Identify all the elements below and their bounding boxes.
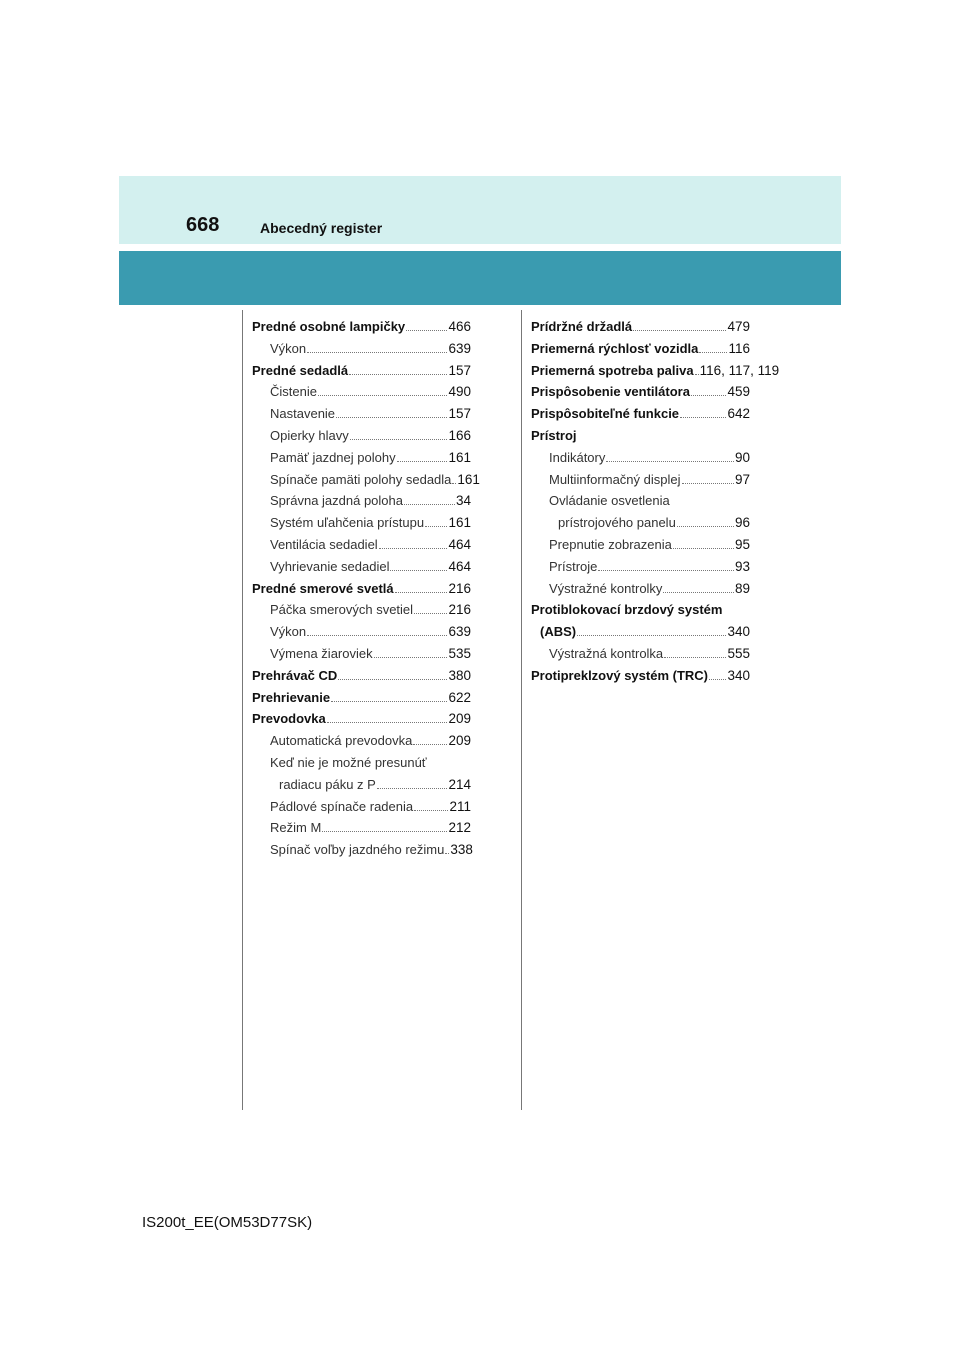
index-entry-page: 380 <box>448 667 471 683</box>
index-entry-page: 90 <box>734 449 750 465</box>
index-entry-page: 464 <box>448 536 471 552</box>
leader-dots <box>663 592 734 593</box>
index-entry-page: 166 <box>448 427 471 443</box>
index-entry <box>252 752 471 774</box>
column-rule-right <box>521 310 522 1110</box>
index-entry-label: Indikátory <box>549 449 606 465</box>
index-entry-page: 622 <box>448 689 471 705</box>
index-entry-label: Vyhrievanie sedadiel <box>270 558 390 574</box>
index-entry <box>531 556 750 578</box>
index-entry <box>531 447 750 469</box>
index-entry-page: 161 <box>448 449 471 465</box>
index-entry-label: Pamäť jazdnej polohy <box>270 449 396 465</box>
document-code: IS200t_EE(OM53D77SK) <box>142 1214 313 1231</box>
header-band <box>119 176 841 244</box>
index-entry-label: Prispôsobiteľné funkcie <box>531 406 680 422</box>
index-entry-page: 642 <box>727 406 750 422</box>
index-entry-page: 459 <box>727 384 750 400</box>
leader-dots <box>397 461 448 462</box>
index-entry-page: 161 <box>457 471 480 487</box>
index-entry-page: 479 <box>727 319 750 334</box>
leader-dots <box>350 439 448 440</box>
index-entry <box>531 469 750 491</box>
index-entry-label: Prístroj <box>531 427 577 443</box>
index-entry-label: Prispôsobenie ventilátora <box>531 384 690 400</box>
index-entry-label: Prístroje <box>549 558 598 574</box>
index-entry-page: 209 <box>448 733 471 749</box>
index-entry-label: Výmena žiaroviek <box>270 645 373 661</box>
index-entry-page: 93 <box>734 558 750 574</box>
index-entry-page: 157 <box>448 362 471 378</box>
index-entry-label: radiacu páku z P <box>279 776 376 792</box>
index-entry <box>252 534 471 556</box>
page-number: 668 <box>186 214 220 236</box>
index-entry-label: Páčka smerových svetiel <box>270 602 414 618</box>
index-entry <box>531 360 780 382</box>
index-entry-page: 116 <box>728 340 750 356</box>
index-entry-label: Multiinformačný displej <box>549 471 681 487</box>
index-entry <box>531 381 750 403</box>
index-entry-label: Opierky hlavy <box>270 427 349 443</box>
index-entry <box>252 447 471 469</box>
leader-dots <box>336 417 447 418</box>
leader-dots <box>445 853 449 854</box>
leader-dots <box>404 504 455 505</box>
index-column-right <box>531 316 780 687</box>
index-entry-page: 535 <box>448 645 471 661</box>
index-entry <box>531 534 750 556</box>
index-entry <box>252 338 471 360</box>
index-entry <box>252 578 471 600</box>
leader-dots <box>633 330 726 331</box>
index-entry-page: 216 <box>448 602 471 618</box>
index-entry <box>252 665 471 687</box>
index-entry-label: Automatická prevodovka <box>270 733 413 749</box>
leader-dots <box>680 417 726 418</box>
index-entry <box>252 360 471 382</box>
index-entry-page: 340 <box>727 624 750 640</box>
index-entry <box>531 316 750 338</box>
index-entry-page: 161 <box>448 515 471 531</box>
leader-dots <box>338 679 447 680</box>
index-entry-page: 97 <box>734 471 750 487</box>
index-entry-label: Výkon <box>270 624 307 640</box>
index-entry-page: 216 <box>448 580 471 596</box>
index-entry-page: 95 <box>734 536 750 552</box>
index-entry <box>252 708 471 730</box>
index-entry-label: Prehrievanie <box>252 689 331 705</box>
index-entry <box>531 512 750 534</box>
index-entry <box>252 316 471 338</box>
index-entry-label: Spínače pamäti polohy sedadla <box>270 471 452 487</box>
leader-dots <box>677 526 734 527</box>
index-entry-page: 466 <box>448 319 471 334</box>
leader-dots <box>691 395 727 396</box>
index-entry-label: Spínač voľby jazdného režimu <box>270 842 445 858</box>
index-entry <box>531 338 750 360</box>
index-entry-page: 209 <box>448 711 471 727</box>
leader-dots <box>379 548 448 549</box>
index-entry-page: 340 <box>727 667 750 683</box>
index-entry <box>531 621 750 643</box>
leader-dots <box>322 831 447 832</box>
leader-dots <box>413 744 447 745</box>
leader-dots <box>682 483 734 484</box>
index-entry-label: Priemerná rýchlosť vozidla <box>531 340 699 356</box>
index-entry <box>252 403 471 425</box>
leader-dots <box>598 570 734 571</box>
index-entry-page: 338 <box>450 842 473 858</box>
leader-dots <box>318 395 448 396</box>
leader-dots <box>699 352 727 353</box>
index-entry-label: Výstražná kontrolka <box>549 645 664 661</box>
index-entry-label: Režim M <box>270 820 322 836</box>
index-entry-label: Správna jazdná poloha <box>270 493 403 509</box>
index-entry-label: prístrojového panelu <box>558 515 676 531</box>
index-entry-page: 639 <box>448 340 471 356</box>
leader-dots <box>390 570 447 571</box>
leader-dots <box>331 701 447 702</box>
index-entry <box>252 512 471 534</box>
index-entry <box>252 556 471 578</box>
index-entry-page: 555 <box>727 645 750 661</box>
index-entry <box>252 381 471 403</box>
leader-dots <box>452 483 456 484</box>
index-entry-page: 639 <box>448 624 471 640</box>
leader-dots <box>673 548 734 549</box>
index-entry <box>252 839 471 861</box>
index-entry-label: Predné smerové svetlá <box>252 580 394 596</box>
index-entry-label: Ventilácia sedadiel <box>270 536 378 552</box>
index-entry-label: (ABS) <box>540 624 577 640</box>
leader-dots <box>709 679 726 680</box>
index-entry-label: Protiblokovací brzdový systém <box>531 602 723 618</box>
leader-dots <box>406 330 447 331</box>
index-entry <box>252 730 471 752</box>
index-entry-label: Pádlové spínače radenia <box>270 798 414 814</box>
leader-dots <box>695 374 699 375</box>
index-entry-page: 96 <box>734 515 750 531</box>
index-entry-page: 157 <box>448 406 471 422</box>
leader-dots <box>425 526 447 527</box>
index-entry <box>252 817 471 839</box>
index-column-left <box>252 316 480 861</box>
index-entry <box>531 490 750 512</box>
index-entry-page: 116, 117, 119 <box>699 362 780 378</box>
index-entry-page: 212 <box>448 820 471 836</box>
accent-bar <box>119 251 841 305</box>
index-entry-label: Výkon <box>270 340 307 356</box>
index-entry-label: Predné sedadlá <box>252 362 349 378</box>
leader-dots <box>307 635 447 636</box>
index-entry <box>252 425 471 447</box>
index-entry-label: Protipreklzový systém (TRC) <box>531 667 708 683</box>
index-entry-page: 34 <box>455 493 471 509</box>
index-entry-page: 89 <box>734 580 750 596</box>
index-entry-page: 214 <box>448 776 471 792</box>
index-entry-label: Čistenie <box>270 384 317 400</box>
leader-dots <box>377 788 448 789</box>
index-entry <box>252 599 471 621</box>
leader-dots <box>664 657 726 658</box>
index-entry <box>252 774 471 796</box>
leader-dots <box>577 635 726 636</box>
leader-dots <box>327 722 448 723</box>
index-entry-label: Prehrávač CD <box>252 667 338 683</box>
index-entry-label: Systém uľahčenia prístupu <box>270 515 425 531</box>
index-entry-label: Výstražné kontrolky <box>549 580 663 596</box>
index-entry-label: Predné osobné lampičky <box>252 319 406 334</box>
index-entry-label: Priemerná spotreba paliva <box>531 362 694 378</box>
leader-dots <box>349 374 447 375</box>
index-entry <box>531 403 750 425</box>
index-entry <box>531 643 750 665</box>
index-entry <box>252 469 480 491</box>
leader-dots <box>395 592 448 593</box>
index-entry <box>252 796 471 818</box>
section-title: Abecedný register <box>260 220 383 236</box>
index-entry <box>252 621 471 643</box>
index-entry-page: 490 <box>448 384 471 400</box>
index-entry-label: Nastavenie <box>270 406 336 422</box>
index-entry-label: Prídržné držadlá <box>531 319 633 334</box>
index-entry <box>252 687 471 709</box>
index-entry-label: Prepnutie zobrazenia <box>549 536 672 552</box>
index-entry <box>531 425 750 447</box>
leader-dots <box>606 461 734 462</box>
column-rule-left <box>242 310 243 1110</box>
leader-dots <box>307 352 447 353</box>
index-entry <box>252 490 471 512</box>
index-entry-label: Keď nie je možné presunúť <box>270 754 427 770</box>
index-entry <box>252 643 471 665</box>
index-entry-page: 211 <box>449 798 471 814</box>
leader-dots <box>414 810 448 811</box>
leader-dots <box>374 657 448 658</box>
leader-dots <box>414 613 447 614</box>
index-entry <box>531 665 750 687</box>
index-entry-label: Prevodovka <box>252 711 326 727</box>
index-entry-label: Ovládanie osvetlenia <box>549 493 670 509</box>
index-entry <box>531 599 750 621</box>
index-entry-page: 464 <box>448 558 471 574</box>
index-entry <box>531 578 750 600</box>
